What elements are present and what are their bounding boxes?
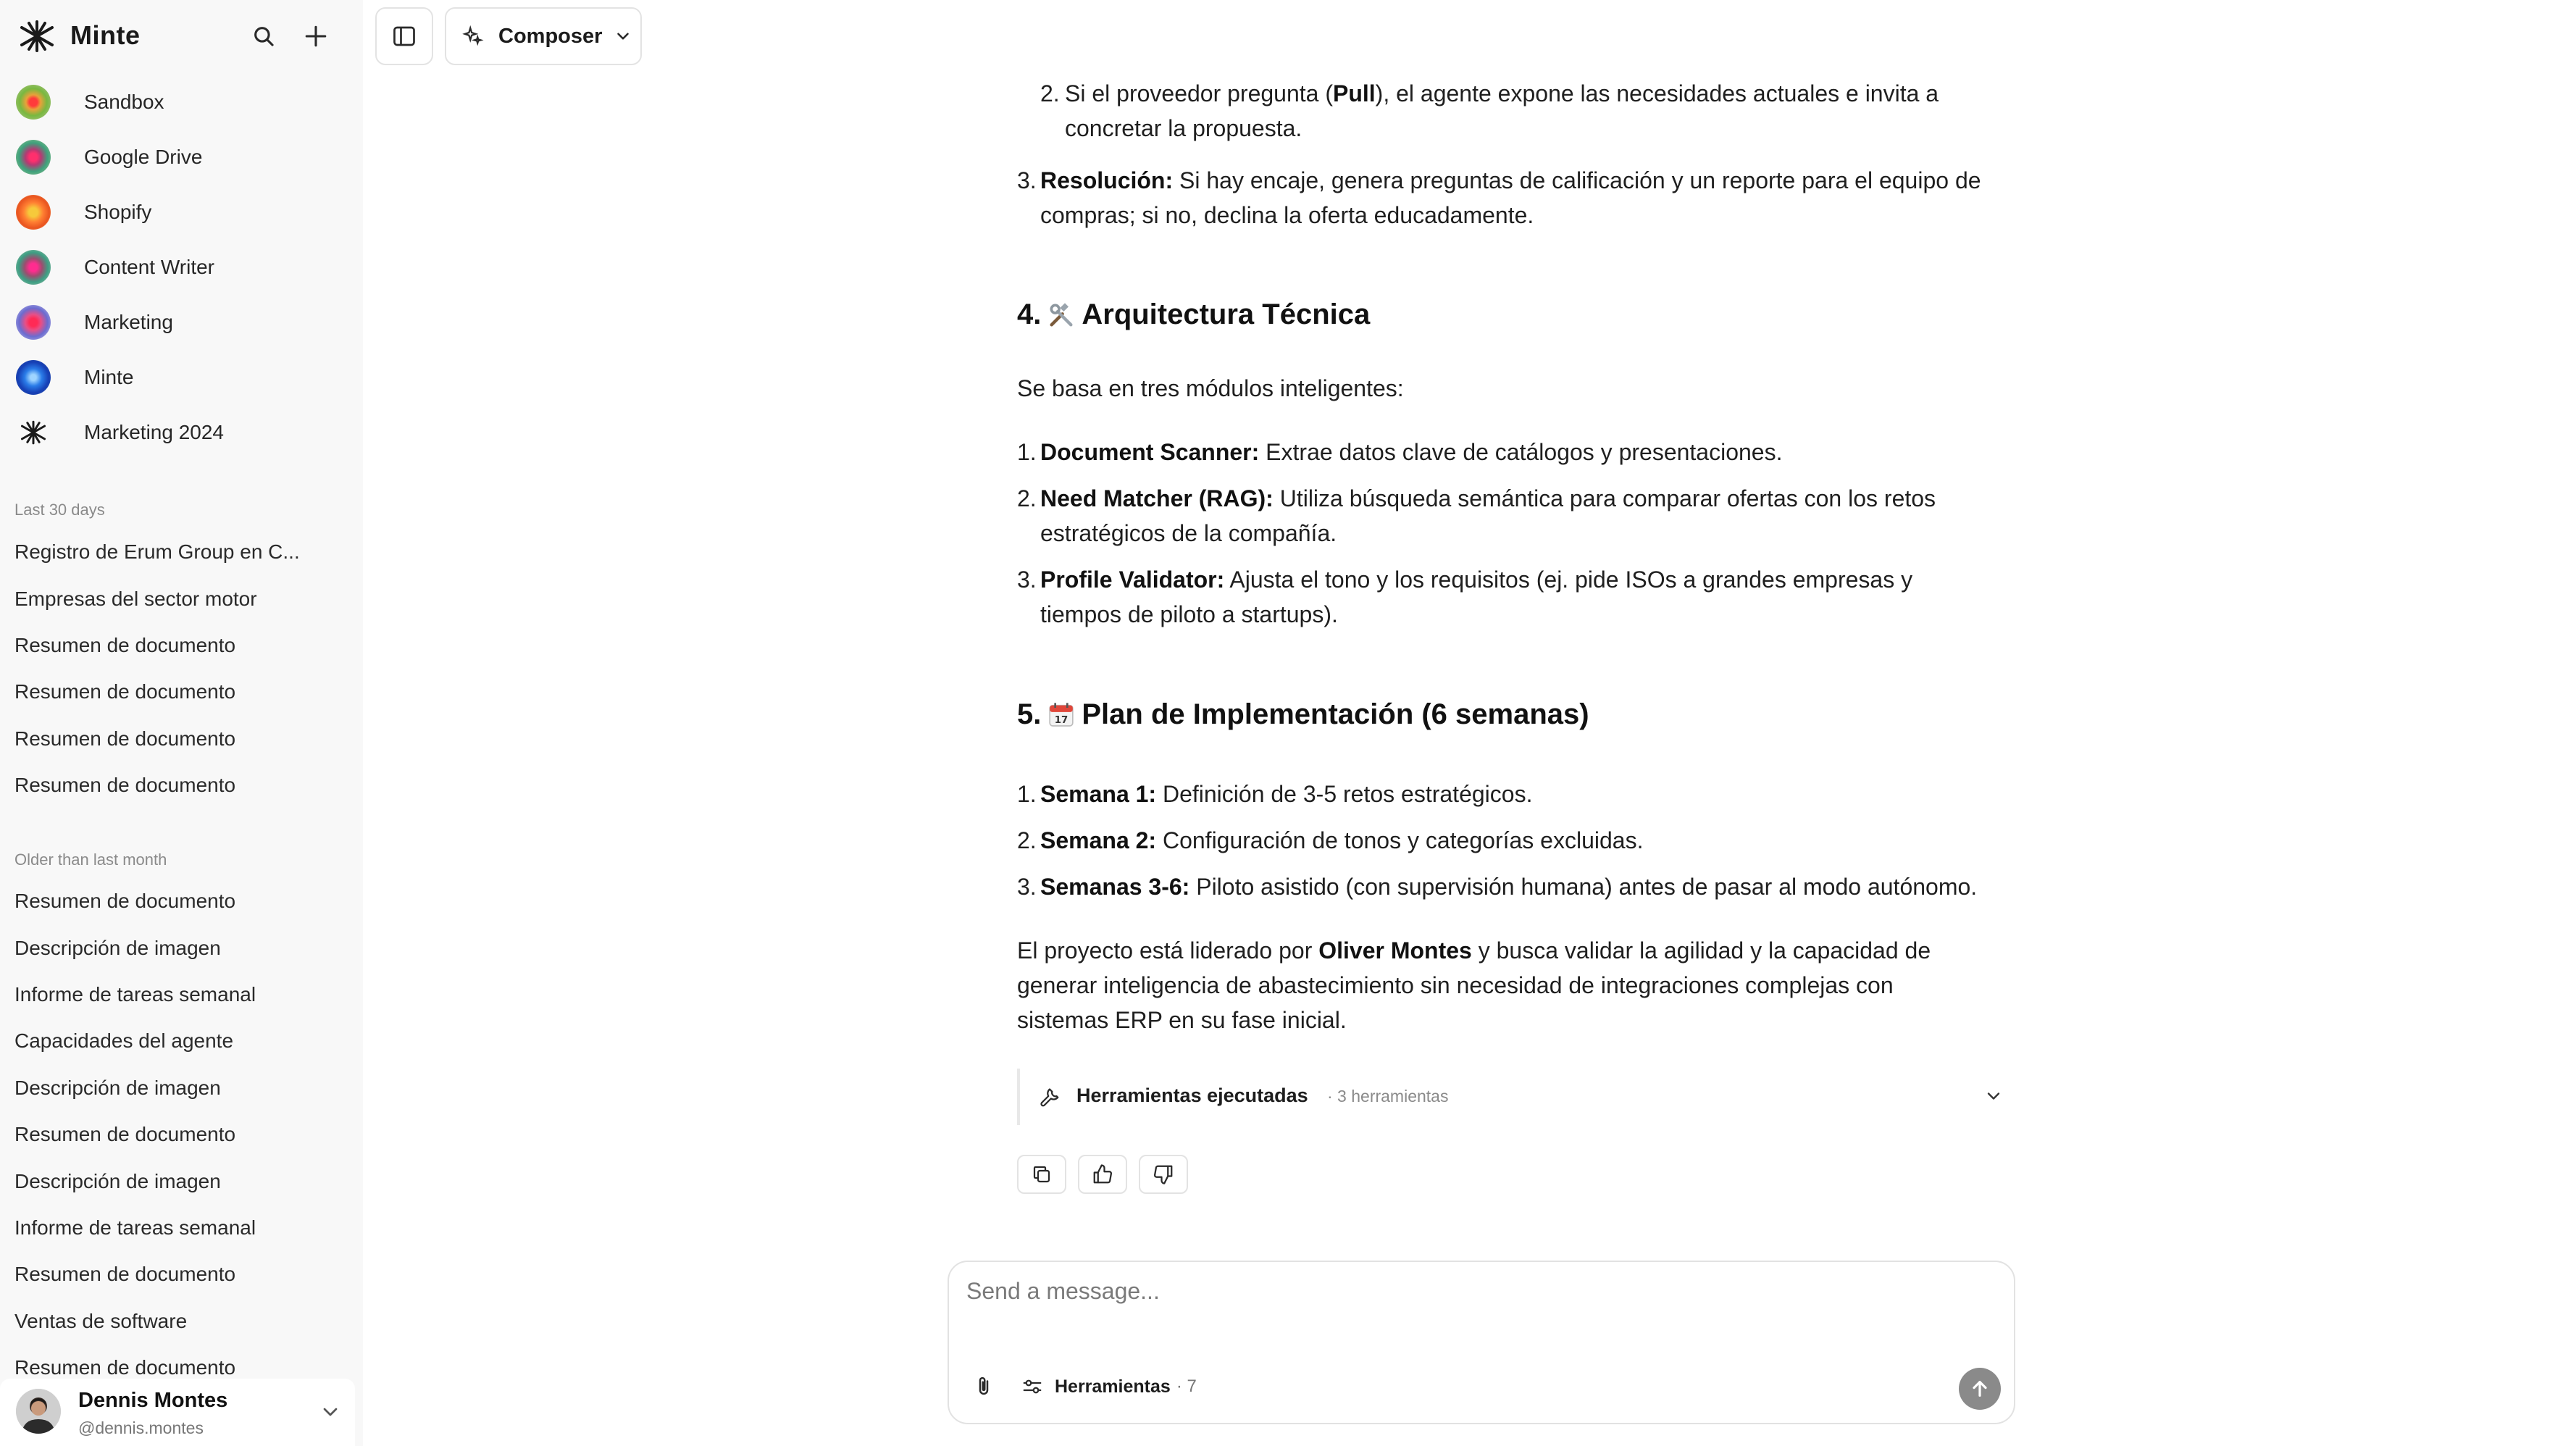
text-span: Definición de 3-5 retos estratégicos. (1156, 781, 1533, 807)
agent-label: Google Drive (84, 146, 203, 168)
sidebar (0, 0, 363, 1446)
agent-label: Shopify (84, 201, 152, 223)
agent-item-marketing[interactable] (0, 295, 363, 350)
wrench-icon (1039, 1086, 1061, 1108)
list-item-text (1040, 435, 1782, 469)
agent-avatar (16, 85, 51, 120)
agent-label: Minte (84, 366, 134, 388)
asterisk-icon (16, 415, 51, 450)
new-chat-plus-icon[interactable] (300, 20, 332, 52)
sliders-icon (1021, 1376, 1043, 1397)
history-item[interactable]: Descripción de imagen (14, 1169, 221, 1192)
text-span: ), el agente expone las necesidades actuales e invita a (1375, 80, 1939, 106)
paragraph: Se basa en tres módulos inteligentes: (1017, 375, 1404, 401)
text-span: Extrae datos clave de catálogos y presentaciones. (1259, 439, 1783, 465)
history-item[interactable]: Registro de Erum Group en C... (14, 540, 300, 564)
chevron-down-icon (614, 27, 632, 46)
bold-text: Document Scanner: (1040, 439, 1260, 465)
tools-button-label: Herramientas (1055, 1376, 1171, 1397)
history-item[interactable]: Resumen de documento (14, 1123, 236, 1146)
thumbs-up-button[interactable] (1078, 1155, 1127, 1194)
history-item[interactable]: Resumen de documento (14, 1356, 236, 1378)
attach-button[interactable] (969, 1371, 998, 1403)
heading-number: 4. (1017, 298, 1042, 330)
list-item-text (1040, 777, 1532, 811)
sidebar-panel-icon (391, 23, 417, 49)
list-number: 3. (1017, 874, 1037, 900)
agent-item-google-drive[interactable] (0, 130, 363, 185)
history-item[interactable]: Descripción de imagen (14, 1076, 221, 1099)
user-name: Dennis Montes (78, 1389, 228, 1412)
text-span: Si hay encaje, genera preguntas de calificación y un reporte para el equipo de (1173, 167, 1981, 193)
section-heading (1017, 298, 1370, 331)
sparkles-icon (462, 25, 484, 47)
history-item[interactable]: Empresas del sector motor (14, 587, 257, 610)
copy-button[interactable] (1017, 1155, 1066, 1194)
tools-emoji-icon (1047, 301, 1076, 330)
agent-item-shopify[interactable] (0, 185, 363, 240)
paragraph (1017, 933, 1931, 968)
thumbs-up-icon (1092, 1163, 1113, 1185)
tools-button[interactable] (1021, 1371, 1197, 1403)
list-number: 2. (1040, 80, 1060, 106)
history-item[interactable]: Resumen de documento (14, 633, 236, 656)
toggle-sidebar-button[interactable] (375, 7, 433, 65)
user-profile-bar[interactable] (0, 1379, 355, 1446)
bold-text: Profile Validator: (1040, 567, 1225, 593)
agent-item-marketing-2024[interactable] (0, 405, 363, 460)
agent-label: Sandbox (84, 91, 164, 113)
send-button[interactable] (1959, 1368, 2001, 1410)
list-number: 3. (1017, 567, 1037, 593)
text-span: y busca validar la agilidad y la capacidad de (1471, 937, 1931, 964)
paperclip-icon (973, 1374, 995, 1400)
svg-text:17: 17 (1055, 714, 1069, 726)
older-history-list (0, 878, 363, 1378)
agent-label: Content Writer (84, 256, 214, 278)
tools-executed-label: Herramientas ejecutadas (1076, 1084, 1308, 1106)
list-item-text (1040, 163, 1981, 198)
text-span: El proyecto está liderado por (1017, 937, 1319, 964)
history-item[interactable]: Resumen de documento (14, 680, 236, 703)
list-item-text (1040, 562, 1912, 597)
agent-avatar (16, 250, 51, 285)
thumbs-down-icon (1153, 1163, 1174, 1185)
paragraph: generar inteligencia de abastecimiento sin necesidad de integraciones complejas con (1017, 972, 1894, 998)
list-number: 3. (1017, 167, 1037, 193)
tools-executed-toggle[interactable] (1017, 1069, 2007, 1125)
agent-list (0, 75, 363, 460)
calendar-emoji-icon (1047, 701, 1076, 730)
history-item[interactable]: Ventas de software (14, 1309, 188, 1332)
agent-label: Marketing 2024 (84, 421, 225, 443)
bold-text: Resolución: (1040, 167, 1174, 193)
list-item-text: tiempos de piloto a startups). (1040, 601, 1338, 627)
text-span: Ajusta el tono y los requisitos (ej. pide ISOs a grandes empresas y (1224, 567, 1913, 593)
agent-avatar (16, 305, 51, 340)
list-number: 2. (1017, 485, 1037, 511)
history-item[interactable]: Descripción de imagen (14, 936, 221, 959)
bold-text: Need Matcher (RAG): (1040, 485, 1274, 511)
list-number: 1. (1017, 781, 1037, 807)
list-item-text (1065, 76, 1939, 111)
agent-item-sandbox[interactable] (0, 75, 363, 130)
list-item-text: compras; si no, declina la oferta educadamente. (1040, 202, 1534, 228)
bold-text: Semana 2: (1040, 827, 1157, 853)
history-item[interactable]: Resumen de documento (14, 890, 236, 913)
chevron-down-icon[interactable] (319, 1400, 342, 1424)
history-item[interactable]: Resumen de documento (14, 727, 236, 750)
message-input[interactable] (966, 1278, 1995, 1329)
history-item[interactable]: Resumen de documento (14, 1263, 236, 1286)
history-item[interactable]: Capacidades del agente (14, 1029, 234, 1053)
history-item[interactable]: Informe de tareas semanal (14, 982, 256, 1006)
heading-title: Arquitectura Técnica (1082, 298, 1371, 330)
bold-text: Semana 1: (1040, 781, 1157, 807)
list-item-text (1040, 869, 1977, 904)
heading-title: Plan de Implementación (6 semanas) (1082, 698, 1589, 730)
section-heading (1017, 698, 1589, 731)
tools-count: · 7 (1176, 1376, 1197, 1396)
section-title-recent: Last 30 days (14, 501, 105, 519)
chevron-down-icon (1983, 1086, 2004, 1106)
message-composer (948, 1261, 2015, 1424)
avatar (16, 1389, 61, 1434)
text-span: Si el proveedor pregunta ( (1065, 80, 1333, 106)
bold-text: Oliver Montes (1318, 937, 1472, 964)
list-item-text (1040, 481, 1936, 516)
agent-label: Marketing (84, 311, 173, 333)
user-handle: @dennis.montes (78, 1418, 204, 1437)
sidebar-header (0, 0, 363, 72)
section-title-older: Older than last month (14, 851, 167, 869)
tools-executed-count: · 3 herramientas (1327, 1087, 1449, 1106)
copy-icon (1031, 1163, 1053, 1185)
agent-item-minte[interactable] (0, 350, 363, 405)
history-item[interactable]: Resumen de documento (14, 774, 236, 797)
bold-text: Semanas 3-6: (1040, 874, 1190, 900)
heading-number: 5. (1017, 698, 1042, 730)
list-item-text: concretar la propuesta. (1065, 115, 1302, 141)
history-item[interactable]: Informe de tareas semanal (14, 1216, 256, 1239)
minte-logo-icon (17, 19, 57, 54)
agent-item-content-writer[interactable] (0, 240, 363, 295)
list-item-text: estratégicos de la compañía. (1040, 520, 1337, 546)
agent-avatar (16, 140, 51, 175)
list-number: 2. (1017, 827, 1037, 853)
thumbs-down-button[interactable] (1139, 1155, 1188, 1194)
list-item-text (1040, 823, 1643, 858)
arrow-up-icon (1968, 1377, 1991, 1400)
list-number: 1. (1017, 439, 1037, 465)
paragraph: sistemas ERP en su fase inicial. (1017, 1007, 1347, 1033)
text-span: Piloto asistido (con supervisión humana) antes de pasar al modo autónomo. (1189, 874, 1978, 900)
recent-history-list (0, 529, 363, 808)
search-icon[interactable] (248, 20, 280, 52)
bold-text: Pull (1333, 80, 1376, 106)
text-span: Utiliza búsqueda semántica para comparar ofertas con los retos (1273, 485, 1936, 511)
composer-mode-dropdown[interactable] (445, 7, 642, 65)
text-span: Configuración de tonos y categorías excluidas. (1156, 827, 1644, 853)
agent-avatar (16, 195, 51, 230)
agent-avatar (16, 360, 51, 395)
composer-mode-label: Composer (498, 24, 603, 48)
app-name: Minte (70, 20, 141, 50)
